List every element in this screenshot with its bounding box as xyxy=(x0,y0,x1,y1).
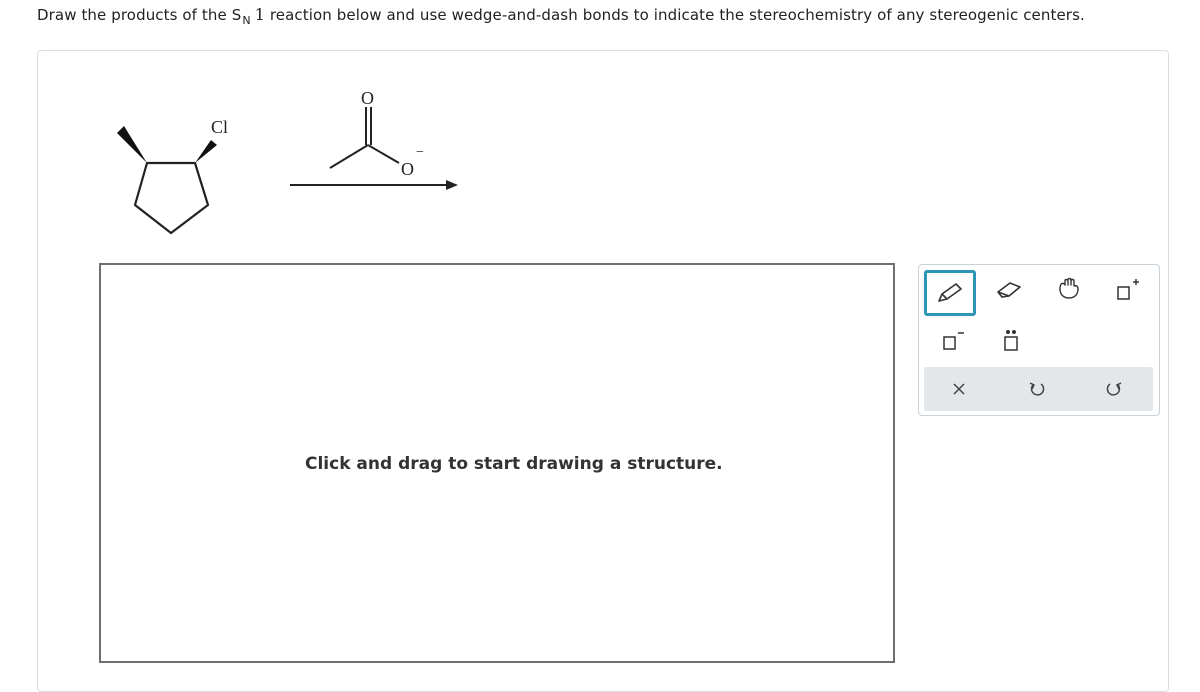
cyclopentane-ring xyxy=(135,163,208,233)
redo-button[interactable] xyxy=(1089,367,1139,411)
methyl-wedge-bond xyxy=(117,126,147,163)
add-negative-charge-button[interactable] xyxy=(934,320,974,360)
anion-oxygen-label: O xyxy=(401,159,414,179)
pencil-tool-button[interactable] xyxy=(924,270,976,316)
add-negative-charge-icon xyxy=(939,327,969,353)
drawing-toolbar xyxy=(918,264,1160,416)
clear-icon xyxy=(951,381,967,397)
chlorine-wedge-bond xyxy=(195,140,217,163)
redo-icon xyxy=(1105,380,1123,398)
eraser-tool-button[interactable] xyxy=(989,270,1029,310)
undo-button[interactable] xyxy=(1012,367,1062,411)
reaction-arrow-head xyxy=(446,180,458,190)
toolbar-actions xyxy=(924,367,1153,411)
acetate-methyl-bond xyxy=(330,145,368,168)
question-text-after: reaction below and use wedge-and-dash bonds to indicate the stereochemistry of any stereogenic centers. xyxy=(264,6,1085,24)
eraser-icon xyxy=(994,278,1024,302)
carbonyl-oxygen-label: O xyxy=(361,88,374,108)
sn-number: 1 xyxy=(254,5,265,24)
lone-pair-icon xyxy=(996,325,1026,355)
hand-tool-button[interactable] xyxy=(1049,270,1089,310)
lone-pair-button[interactable] xyxy=(991,320,1031,360)
add-positive-charge-button[interactable] xyxy=(1107,270,1147,310)
question-text-before: Draw the products of the S xyxy=(37,6,242,24)
negative-charge-label: − xyxy=(416,145,424,160)
acetate-oxygen-bond xyxy=(368,145,399,163)
pencil-icon xyxy=(935,281,965,305)
reaction-scheme xyxy=(0,0,1200,260)
add-positive-charge-icon xyxy=(1112,277,1142,303)
hand-icon xyxy=(1054,277,1084,303)
clear-button[interactable] xyxy=(934,367,984,411)
chlorine-label: Cl xyxy=(211,117,229,137)
sn-subscript: N xyxy=(242,14,251,27)
undo-icon xyxy=(1028,380,1046,398)
canvas-placeholder: Click and drag to start drawing a structure. xyxy=(305,454,723,474)
